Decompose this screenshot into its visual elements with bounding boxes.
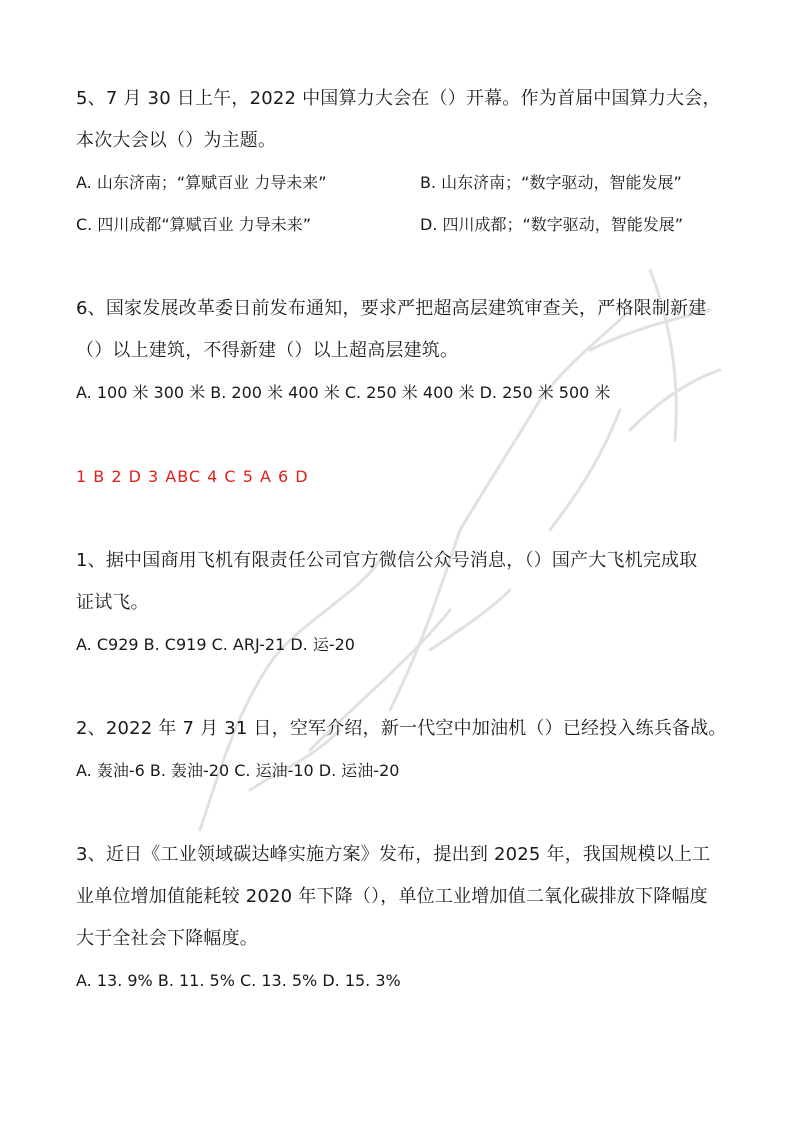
q6-line-1: 6、国家发展改革委日前发布通知，要求严把超高层建筑审查关，严格限制新建	[76, 298, 707, 319]
watermark-icon	[130, 230, 770, 850]
q6-line-2: （）以上建筑，不得新建（）以上超高层建筑。	[76, 340, 459, 361]
q2-line-1: 2、2022 年 7 月 31 日，空军介绍，新一代空中加油机（）已经投入练兵备战。	[76, 718, 727, 739]
q3-line-1: 3、近日《工业领域碳达峰实施方案》发布，提出到 2025 年，我国规模以上工	[76, 844, 711, 865]
q5-option-a: A. 山东济南；“算赋百业 力导未来”	[76, 173, 327, 192]
q2-options: A. 轰油-6 B. 轰油-20 C. 运油-10 D. 运油-20	[76, 761, 400, 780]
q3-options: A. 13. 9% B. 11. 5% C. 13. 5% D. 15. 3%	[76, 971, 401, 990]
q1-line-1: 1、据中国商用飞机有限责任公司官方微信公众号消息，（）国产大飞机完成取	[76, 550, 698, 571]
q3-line-2: 业单位增加值能耗较 2020 年下降（），单位工业增加值二氧化碳排放下降幅度	[76, 886, 708, 907]
q5-option-d: D. 四川成都；“数字驱动，智能发展”	[420, 215, 684, 234]
q5-option-c: C. 四川成都“算赋百业 力导未来”	[76, 215, 312, 234]
q5-line-2: 本次大会以（）为主题。	[76, 130, 277, 151]
q1-line-2: 证试飞。	[76, 592, 149, 613]
answer-key: 1 B 2 D 3 ABC 4 C 5 A 6 D	[76, 467, 309, 486]
q5-line-1: 5、7 月 30 日上午，2022 中国算力大会在（）开幕。作为首届中国算力大会，	[76, 88, 721, 109]
q3-line-3: 大于全社会下降幅度。	[76, 928, 258, 949]
q5-option-b: B. 山东济南；“数字驱动，智能发展”	[420, 173, 682, 192]
q1-options: A. C929 B. C919 C. ARJ-21 D. 运-20	[76, 635, 355, 654]
q6-options: A. 100 米 300 米 B. 200 米 400 米 C. 250 米 400 米 D. 250 米 500 米	[76, 383, 611, 402]
